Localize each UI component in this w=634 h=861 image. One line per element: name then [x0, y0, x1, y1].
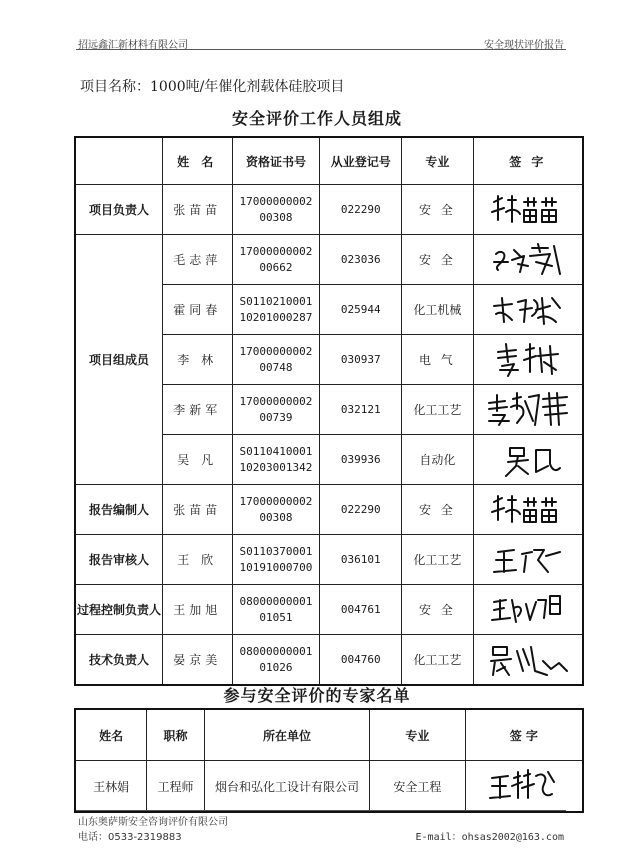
role-cell: 过程控制负责人: [75, 585, 162, 635]
signature-image: [490, 292, 566, 328]
footer-divider: [76, 810, 566, 811]
major-cell: 安 全: [402, 585, 474, 635]
table-row: [75, 185, 583, 235]
signature-cell: [473, 535, 583, 585]
major-cell: 化工工艺: [402, 385, 474, 435]
header-signature: 签 字: [465, 709, 583, 761]
table-row: [75, 635, 583, 686]
header-name: 姓名: [75, 709, 147, 761]
cert-cell: 08000000001 01026: [232, 635, 320, 686]
staff-table-header-row: [75, 137, 583, 185]
reg-cell: 032121: [320, 385, 402, 435]
signature-cell: [465, 761, 583, 813]
major-cell: 电 气: [402, 335, 474, 385]
role-cell: 报告审核人: [75, 535, 162, 585]
header-name: 姓 名: [162, 137, 232, 185]
header-unit: 所在单位: [204, 709, 369, 761]
header-title: 职称: [147, 709, 205, 761]
name-cell: 吴 凡: [162, 435, 232, 485]
header-cert: 资格证书号: [232, 137, 320, 185]
header-reg: 从业登记号: [320, 137, 402, 185]
page-header: [0, 0, 634, 50]
reg-cell: 004760: [320, 635, 402, 686]
cert-cell: 17000000002 00308: [232, 185, 320, 235]
cert-cell: 08000000001 01051: [232, 585, 320, 635]
major-cell: 化工机械: [402, 285, 474, 335]
role-cell: 项目组成员: [75, 235, 162, 485]
role-cell: 技术负责人: [75, 635, 162, 686]
reg-cell: 022290: [320, 485, 402, 535]
signature-cell: [473, 635, 583, 686]
major-cell: 化工工艺: [402, 635, 474, 686]
major-cell: 安 全: [402, 485, 474, 535]
header-divider: [76, 49, 566, 50]
title-cell: 工程师: [147, 761, 205, 813]
signature-cell: [473, 235, 583, 285]
reg-cell: 036101: [320, 535, 402, 585]
reg-cell: 023036: [320, 235, 402, 285]
table-row: [75, 485, 583, 535]
name-cell: 王 欣: [162, 535, 232, 585]
name-cell: 霍同春: [162, 285, 232, 335]
signature-cell: [473, 185, 583, 235]
role-cell: 报告编制人: [75, 485, 162, 535]
signature-image: [490, 542, 566, 578]
header-role: [75, 137, 162, 185]
signature-cell: [473, 385, 583, 435]
header-company: 招远鑫汇新材料有限公司: [78, 40, 188, 51]
footer-org: 山东奥萨斯安全咨询评价有限公司: [78, 817, 228, 828]
reg-cell: 022290: [320, 185, 402, 235]
name-cell: 晏京美: [162, 635, 232, 686]
name-cell: 毛志萍: [162, 235, 232, 285]
signature-cell: [473, 585, 583, 635]
table-row: [75, 585, 583, 635]
cert-cell: 17000000002 00662: [232, 235, 320, 285]
major-cell: 安全工程: [370, 761, 466, 813]
major-cell: 化工工艺: [402, 535, 474, 585]
header-signature: 签 字: [473, 137, 583, 185]
signature-image: [490, 192, 566, 228]
signature-cell: [473, 435, 583, 485]
major-cell: 安 全: [402, 235, 474, 285]
project-name: 项目名称：1000吨/年催化剂载体硅胶项目: [80, 79, 345, 95]
signature-image: [485, 391, 571, 429]
name-cell: 张苗苗: [162, 185, 232, 235]
reg-cell: 004761: [320, 585, 402, 635]
table-row: [75, 535, 583, 585]
reg-cell: 030937: [320, 335, 402, 385]
signature-cell: [473, 335, 583, 385]
cert-cell: 17000000002 00739: [232, 385, 320, 435]
reg-cell: 025944: [320, 285, 402, 335]
table-row: [75, 761, 583, 813]
major-cell: 安 全: [402, 185, 474, 235]
cert-cell: S0110210001 10201000287: [232, 285, 320, 335]
signature-image: [486, 768, 562, 804]
name-cell: 王林娟: [75, 761, 147, 813]
signature-image: [490, 442, 566, 478]
footer-email: E-mail：ohsas2002@163.com: [415, 832, 564, 843]
cert-cell: 17000000002 00308: [232, 485, 320, 535]
signature-cell: [473, 485, 583, 535]
expert-table-title: 参与安全评价的专家名单: [223, 686, 411, 705]
name-cell: 张苗苗: [162, 485, 232, 535]
name-cell: 李 林: [162, 335, 232, 385]
cert-cell: S0110410001 10203001342: [232, 435, 320, 485]
header-doc-type: 安全现状评价报告: [484, 40, 564, 51]
signature-cell: [473, 285, 583, 335]
staff-table-title: 安全评价工作人员组成: [231, 109, 402, 128]
name-cell: 李新军: [162, 385, 232, 435]
expert-table: [74, 708, 584, 813]
major-cell: 自动化: [402, 435, 474, 485]
expert-table-header-row: [75, 709, 583, 761]
table-row: [75, 235, 583, 285]
signature-image: [490, 242, 566, 278]
signature-image: [490, 492, 566, 528]
signature-image: [490, 342, 566, 378]
footer-phone: 电话：0533-2319883: [78, 832, 182, 843]
cert-cell: S0110370001 10191000700: [232, 535, 320, 585]
name-cell: 王加旭: [162, 585, 232, 635]
staff-table: [74, 136, 584, 686]
header-major: 专业: [402, 137, 474, 185]
role-cell: 项目负责人: [75, 185, 162, 235]
header-major: 专业: [370, 709, 466, 761]
signature-image: [485, 641, 571, 679]
signature-image: [490, 592, 566, 628]
reg-cell: 039936: [320, 435, 402, 485]
cert-cell: 17000000002 00748: [232, 335, 320, 385]
unit-cell: 烟台和弘化工设计有限公司: [204, 761, 369, 813]
